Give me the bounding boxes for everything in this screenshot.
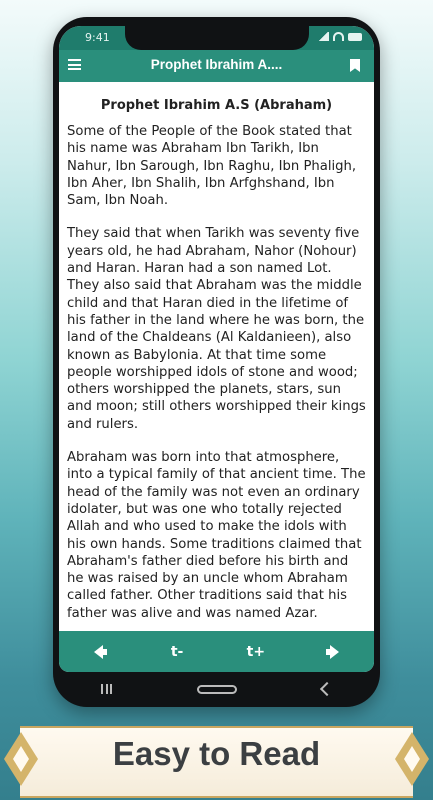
app-title: Prophet Ibrahim A.... — [150, 57, 283, 72]
article-title: Prophet Ibrahim A.S (Abraham) — [100, 98, 333, 113]
system-nav-bar — [59, 676, 374, 702]
status-bar — [59, 26, 374, 50]
font-decrease-button[interactable]: t- — [170, 643, 184, 660]
previous-button[interactable] — [78, 637, 118, 667]
app-bar — [59, 50, 374, 82]
banner-text: Easy to Read — [112, 735, 321, 772]
battery-icon — [348, 33, 362, 41]
arrow-right-icon — [330, 645, 339, 659]
camera-notch — [125, 26, 309, 50]
arrow-left-icon — [94, 645, 103, 659]
article-content[interactable] — [59, 82, 374, 631]
next-button[interactable] — [315, 637, 355, 667]
home-icon[interactable] — [197, 685, 237, 694]
status-time: 9:41 — [85, 31, 110, 44]
phone-screen — [59, 26, 374, 672]
font-increase-button[interactable]: t+ — [246, 643, 266, 660]
article-paragraph: Abraham was born into that atmosphere, into a typical family of that ancient time. The head of the family was not even an ordinary idolater, but was one who totally rejected Allah and who used to make the idols with his own hands. Some traditions claimed that Abraham's father died before his birth and he was raised by an uncle whom Abraham called father. Other traditions said that his father was alive and was named Azar. — [67, 450, 366, 621]
reader-toolbar — [59, 631, 374, 672]
promo-banner — [0, 718, 433, 800]
wifi-icon — [333, 32, 344, 41]
article-paragraph: Some of the People of the Book stated that his name was Abraham Ibn Tarikh, Ibn Nahur, Ibn Sarough, Ibn Raghu, Ibn Phaligh, Ibn Aher, Ibn Shalih, Ibn Arfghshand, Ibn Sam, Ibn Noah. — [67, 124, 357, 209]
signal-icon — [318, 32, 329, 41]
status-icons — [318, 32, 362, 41]
menu-icon[interactable] — [68, 59, 81, 70]
recents-icon[interactable] — [101, 684, 112, 694]
article-paragraph: They said that when Tarikh was seventy five years old, he had Abraham, Nahor (Nohour) and Haran. Haran had a son named Lot. They also said that Abraham was the middle child and that Haran died in the lifetime of his father in the land where he was born, the land of the Chaldeans (Al Kaldanieen), also known as Babylonia. At that time some people worshipped idols of stone and wood; others worshipped the planets, stars, sun and moon; still others worshipped their kings and rulers. — [67, 226, 366, 432]
bookmark-icon[interactable] — [350, 59, 360, 72]
back-icon[interactable] — [320, 682, 334, 696]
